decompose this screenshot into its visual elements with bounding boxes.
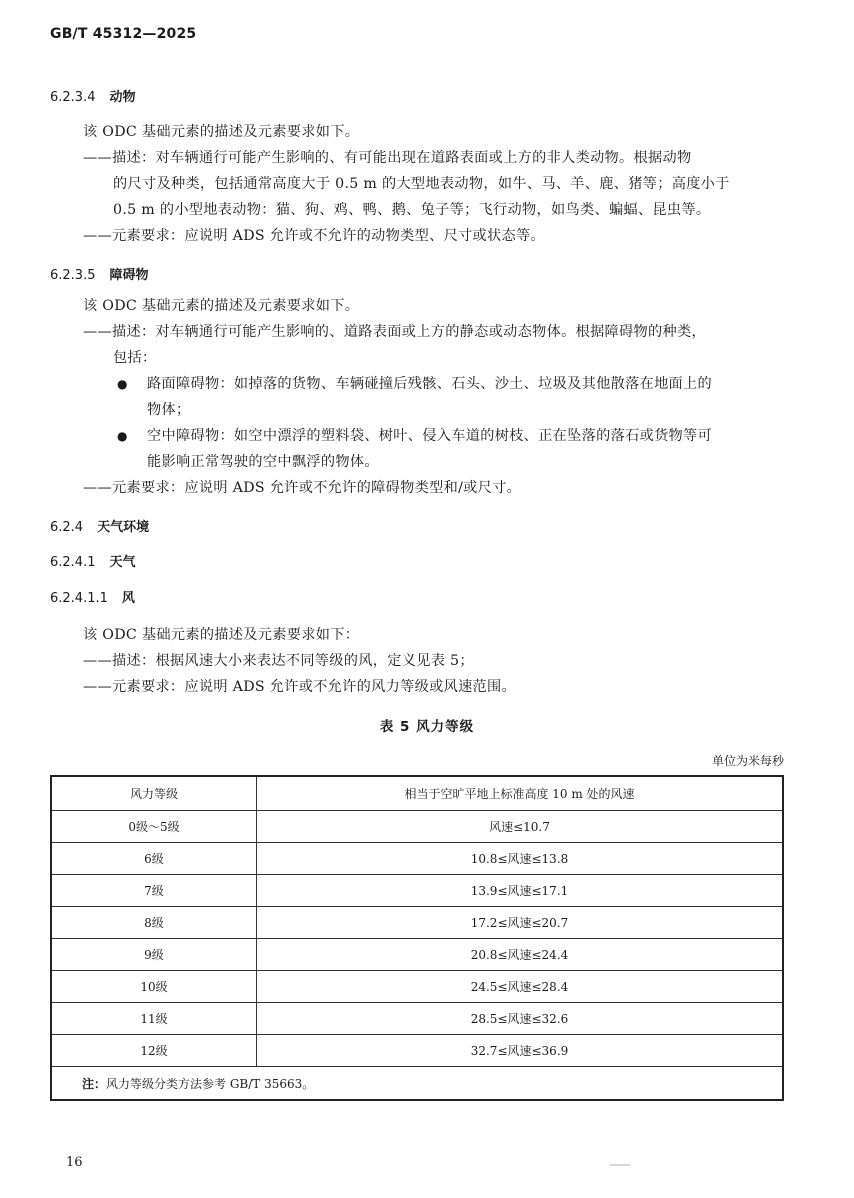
note-label: 注： — [82, 1076, 107, 1091]
section-title: 天气环境 — [97, 520, 150, 535]
paragraph-description-cont: 0.5 m 的小型地表动物：猫、狗、鸡、鸭、鹅、兔子等；飞行动物，如鸟类、蝙蝠、昆虫等。 — [113, 202, 711, 218]
bullet-item-text-cont: 能影响正常驾驶的空中飘浮的物体。 — [147, 454, 379, 470]
cell-level: 0级～5级 — [51, 811, 257, 843]
table-unit: 单位为米每秒 — [711, 754, 784, 768]
bullet-item-text-cont: 物体； — [147, 402, 191, 418]
table-row — [51, 971, 783, 1003]
table-row — [51, 875, 783, 907]
paragraph-intro: 该 ODC 基础元素的描述及元素要求如下： — [83, 627, 360, 643]
cell-level: 6级 — [51, 843, 257, 875]
wind-scale-table — [50, 775, 784, 1101]
section-number: 6.2.3.4 — [50, 90, 96, 105]
section-heading-6234 — [50, 86, 136, 105]
column-header-speed: 相当于空旷平地上标准高度 10 m 处的风速 — [257, 776, 784, 811]
table-row — [51, 1035, 783, 1067]
table-note-row — [51, 1067, 783, 1101]
section-heading-6235 — [50, 264, 149, 283]
cell-speed: 24.5≤风速≤28.4 — [257, 971, 784, 1003]
section-heading-624 — [50, 516, 149, 535]
section-title: 动物 — [109, 90, 136, 105]
table-caption: 表 5 风力等级 — [379, 719, 475, 735]
section-title: 风 — [121, 591, 135, 606]
standard-code-header: GB/T 45312—2025 — [50, 26, 197, 42]
paragraph-description-cont: 的尺寸及种类，包括通常高度大于 0.5 m 的大型地表动物，如牛、马、羊、鹿、猪等；高度小于 — [113, 176, 730, 192]
section-heading-62411 — [50, 587, 135, 606]
table-header-row — [51, 776, 783, 811]
cell-speed: 13.9≤风速≤17.1 — [257, 875, 784, 907]
section-title: 障碍物 — [109, 268, 149, 283]
scan-mark — [610, 1164, 630, 1166]
table-row — [51, 907, 783, 939]
paragraph-description: ——描述：对车辆通行可能产生影响的、道路表面或上方的静态或动态物体。根据障碍物的种类， — [83, 324, 706, 340]
bullet-icon: ● — [117, 377, 128, 391]
table-note — [51, 1067, 783, 1101]
table-row — [51, 1003, 783, 1035]
cell-level: 12级 — [51, 1035, 257, 1067]
section-number: 6.2.4 — [50, 520, 84, 535]
page-number: 16 — [66, 1155, 83, 1170]
cell-speed: 17.2≤风速≤20.7 — [257, 907, 784, 939]
table-row — [51, 939, 783, 971]
paragraph-requirement: ——元素要求：应说明 ADS 允许或不允许的动物类型、尺寸或状态等。 — [83, 228, 545, 244]
paragraph-description-cont: 包括： — [113, 350, 157, 366]
cell-level: 11级 — [51, 1003, 257, 1035]
paragraph-intro: 该 ODC 基础元素的描述及元素要求如下。 — [83, 298, 360, 314]
section-title: 天气 — [109, 555, 136, 570]
cell-speed: 20.8≤风速≤24.4 — [257, 939, 784, 971]
cell-speed: 32.7≤风速≤36.9 — [257, 1035, 784, 1067]
cell-speed: 10.8≤风速≤13.8 — [257, 843, 784, 875]
bullet-item-text: 路面障碍物：如掉落的货物、车辆碰撞后残骸、石头、沙土、垃圾及其他散落在地面上的 — [147, 376, 713, 392]
cell-level: 9级 — [51, 939, 257, 971]
paragraph-requirement: ——元素要求：应说明 ADS 允许或不允许的障碍物类型和/或尺寸。 — [83, 480, 522, 496]
cell-speed: 28.5≤风速≤32.6 — [257, 1003, 784, 1035]
paragraph-description: ——描述：根据风速大小来表达不同等级的风，定义见表 5； — [83, 653, 474, 669]
bullet-icon: ● — [117, 429, 128, 443]
section-heading-6241 — [50, 551, 136, 570]
cell-speed: 风速≤10.7 — [257, 811, 784, 843]
section-number: 6.2.3.5 — [50, 268, 96, 283]
paragraph-intro: 该 ODC 基础元素的描述及元素要求如下。 — [83, 124, 360, 140]
bullet-item-text: 空中障碍物：如空中漂浮的塑料袋、树叶、侵入车道的树枝、正在坠落的落石或货物等可 — [147, 428, 713, 444]
table-row — [51, 843, 783, 875]
column-header-level: 风力等级 — [51, 776, 257, 811]
paragraph-description: ——描述：对车辆通行可能产生影响的、有可能出现在道路表面或上方的非人类动物。根据动物 — [83, 150, 692, 166]
section-number: 6.2.4.1 — [50, 555, 96, 570]
cell-level: 10级 — [51, 971, 257, 1003]
section-number: 6.2.4.1.1 — [50, 591, 108, 606]
cell-level: 7级 — [51, 875, 257, 907]
table-row — [51, 811, 783, 843]
note-text: 风力等级分类方法参考 GB/T 35663。 — [106, 1076, 315, 1091]
paragraph-requirement: ——元素要求：应说明 ADS 允许或不允许的风力等级或风速范围。 — [83, 679, 517, 695]
cell-level: 8级 — [51, 907, 257, 939]
